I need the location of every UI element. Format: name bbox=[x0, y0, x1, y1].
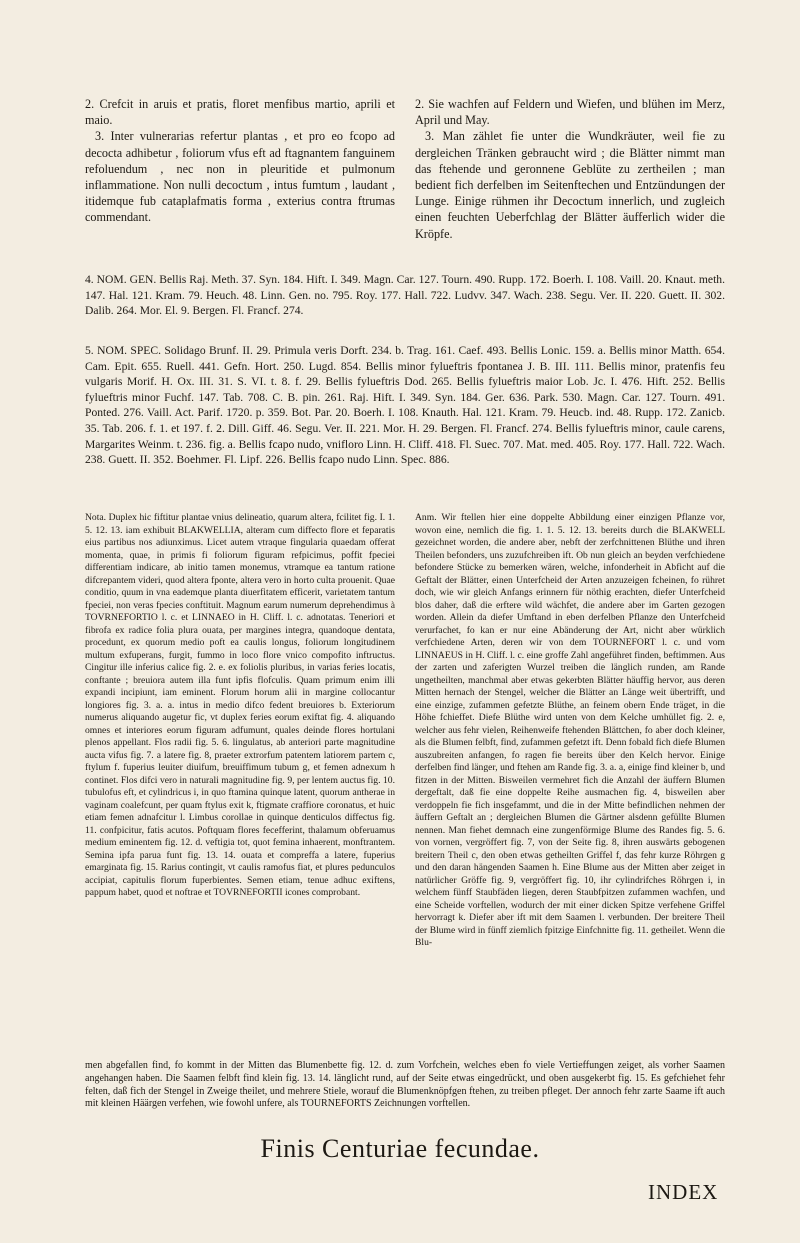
latin-note bbox=[85, 512, 395, 950]
german-paragraph-2: 2. Sie wachfen auf Feldern und Wiefen, und blühen im Merz, April und May. bbox=[415, 97, 725, 128]
german-note-continuation: men abgefallen find, fo kommt in der Mitten das Blumenbette fig. 12. d. zum Vorfchein, welches eben fo viele Vertieffungen zeiget, als vorher Saamen angehangen haben. Die Saamen felbft find klein fig. 13. 14. länglicht rund, auf der Seite etwas eingedrückt, und oben ausgekerbt fig. 15. Es gefchiehet fehr felten, daß fich der Stengel in Zweige theilet, und mehrere Stiele, worauf die Blumenknöpfgen ftehen, zu treiben pfleget. Der annoch fehr zarte Saame ift auch mit kleinen Häärgen verfehen, wie fowohl unfere, als TOURNEFORTS Zeichnungen vorftellen. bbox=[85, 1060, 725, 1110]
top-section bbox=[85, 96, 725, 242]
german-paragraph-3: 3. Man zählet fie unter die Wundkräuter, weil fie zu dergleichen Tränken gebraucht wird ; die Blätter nimmt man das ftehende und geronnene Geblüte zu zertheilen ; man bedient fich derfelben im Seitenftechen und Entzündungen der Lunge. Einige rühmen ihr Decoctum innerlich, und zugleich einen feuchten Ueberfchlag der Blätter äufferlich wider die Kröpfe. bbox=[415, 129, 725, 241]
latin-column-top bbox=[85, 96, 395, 242]
latin-paragraph-3: 3. Inter vulnerarias refertur plantas , et pro eo fcopo ad decocta adhibetur , foliorum vfus eft ad ftagnantem fanguinem refoluendum , nec non in pleuritide et pulmonum inflammatione. Non nulli decoctum , intus fumtum , laudant , itidemque fub cataplafmatis forma , exterius contra ftrumas commendant. bbox=[85, 129, 395, 225]
nom-gen-paragraph: 4. NOM. GEN. Bellis Raj. Meth. 37. Syn. 184. Hift. I. 349. Magn. Car. 127. Tourn. 490. Rupp. 172. Boerh. I. 108. Vaill. 20. Knaut. meth. 147. Hal. 121. Kram. 79. Heuch. 48. Linn. Gen. no. 795. Roy. 177. Hall. 722. Ludvv. 347. Wach. 238. Segu. Ver. II. 220. Guett. II. 302. Dalib. 264. Mor. El. 9. Bergen. Fl. Francf. 274. bbox=[85, 273, 725, 318]
german-note bbox=[415, 512, 725, 950]
german-note-text: Anm. Wir ftellen hier eine doppelte Abbildung einer einzigen Pflanze vor, wovon eine, nemlich die fig. 1. 1. 5. 12. 13. bereits durch die BLAKWELL gezeichnet worden, die andere aber, nebft der zerfchnittenen Blüthe und ihren Theilen befonders, uns zuzufchreiben ift. Ob nun gleich an beyden verfchiedene befondere Stücke zu bemerken wären, welche, infonderheit in Abficht auf die Geftalt der Blätter, einen Unterfcheid der Arten anzuzeigen fcheinen, fo rühret doch, wie wir gleich Anfangs erinnern für nöthig erachten, diefer Unterfcheid blos daher, daß die erftere wild wächfet, die andere aber im Garten gezogen worden. Allein da diefer Umftand in eben derfelben Pflanze den Unterfcheid verurfachet, fo kan er nur eine Abänderung der Art, nicht aber würklich verfchiedene Arten, deren wir von dem TOURNEFORT l. c. und vom LINNAEUS in H. Cliff. l. c. eine groffe Zahl angeführet finden, beftimmen. Aus der zarten und zaferigten Wurzel treiben die länglich runden, am Rande ungetheilten, manchmal aber etwas gekerbten Blätter häuffig hervor, aus deren Mitten hernach der Stengel, welcher die Blätter an Länge weit übertrifft, und eine einzige, zufammen gefetzte Blüthe, an feinem obern Ende träget, in die Höhe fchieffet. Diefe Blüthe wird unten von dem Kelche umhüllet fig. 2. e, welcher aus fehr vielen, Reihenweife ftehenden Blättchen, fo aber doch kleiner, als die Blumen felbft, find, zufammen gefetzt ift. Denn fobald fich diefe Blumen auszubreiten anfangen, fo ragen fie bereits über den Kelch hervor. Einige derfelben find länger, und ftehen am Rande fig. 3. a. a, einige find kleiner b, und fitzen in der Mitten. Bisweilen vermehret fich die Anzahl der äuffern Blumen dergeftalt, daß fie eine doppelte Reihe ausmachen fig. 4, bisweilen aber verdoppeln fie fich insgefammt, und die in der Mitte befindlichen nehmen der äuffern Geftalt an ; dergleichen Blumen die Gärtner alsdenn gefüllte Blumen nennen. Man fiehet demnach eine zungenförmige Blume des Randes fig. 5. 6. von vornen, vergröffert fig. 7, von der Seite fig. 8, ihren auswärts gebogenen breitern Theil c, den oben etwas getheilten Griffel f, das fehr kurze Röhrgen g und den daran hängenden Saamen h. Eine Blume aus der Mitten aber zeiget in natürlicher Gröffe fig. 9, vergröffert fig. 10, ihr cylindrifches Röhrgen i, in welchem fünff Staubfäden liegen, deren Staubfpitzen zufammen wachfen, und eine Scheide vorftellen, wodurch der mit einer dicken Spitze verfehene Griffel hervorragt k. Diefer aber ift mit dem Saamen l. verbunden. Der breitere Theil der Blume wird in fünff ziemlich fpitzige Einfchnitte fig. 11. getheilet. Wenn die Blu- bbox=[415, 512, 725, 948]
latin-paragraph-2: 2. Crefcit in aruis et pratis, floret menfibus martio, aprili et maio. bbox=[85, 97, 395, 128]
catchword-index: INDEX bbox=[648, 1180, 719, 1204]
latin-note-text: Nota. Duplex hic fiftitur plantae vnius delineatio, quarum altera, fcilitet fig. I. 1. 5. 12. 13. iam exhibuit BLAKWELLIA, alteram cum diffecto flore et feparatis eius partibus nos adiunximus. Licet autem vtraque fingularia quaedam offerat momenta, quae, in primis fi foliorum figuram refpicimus, poffit fpeciei differentiam indicare, ab initio tamen monemus, vtramque ea tantum ratione difcrepantem videri, quod altera fponte, altera vero in horto culta prouenit. Quae conditio, quum in vna eademque planta diuerfitatem efficerit, varietatem tantum fpeciei, non veras fpecies conftituit. Magnum earum numerum deprehendimus à TOVRNEFORTIO l. c. et LINNAEO in H. Cliff. l. c. adnotatas. Teneriori et fibrofa ex radice folia plura ouata, per margines integra, quandoque dentata, procedunt, ex quorum medio poft ea caulis longus, foliorum longitudinem multum exfuperans, furgit, fummo in loco flore vnico compofito inftructus. Cingitur ille inferius calice fig. 2. e. ex foliolis pluribus, in varias feries locatis, conftante ; breuiora autem illa funt ipfis flofculis. Quam primum enim illi expandi incipiunt, iam eminent. Florum horum alii in margine collocantur longiores fig. 3. a. a. intus in medio difco fedent breuiores b. Exteriorum numerus aliquando augetur fic, vt duplex feries eorum exiftat fig. 4. aliquando omnes et interiores eorum figuram adfumunt, quales deinde flores hortulani plenos appellant. Flos radii fig. 5. 6. lingulatus, ab anteriori parte magnitudine aucta vifus fig. 7. a latere fig. 8, praeter extrorfum patentem latiorem partem c, ftylum f. fuperius leuiter diuifum, breuiffimum tubum g, et femen adnexum h continet. Flos difci vero in naturali magnitudine fig. 9, per lentem auctus fig. 10. tubulofus eft, et cylindricus i, in quo ftamina quinque latent, quorum antherae in vaginam coalefcunt, per quam ftylus exit k, ftigmate craffiore coronatus, et huic etiam femen adnafcitur l. Limbus corollae in quinque denticulos diffectus fig. 11. confpicitur, fatis acutos. Poftquam flores fecefferint, thalamum obferuamus medium eminentem fig. 12. d. veftigia tot, quot femina inhaerent, monftrantem. Semina ipfa parua funt fig. 13. 14. ouata et compreffa a latere, fuperius emarginata fig. 15. Rarius contingit, vt caulis ramofus fiat, et plures pedunculos accipiat, capitulis florum fuperbientes. Semen etiam, tenue adhuc exiftens, pappum habet, quod et noftrae et TOVRNEFORTII icones comprobant. bbox=[85, 512, 395, 898]
german-column-top bbox=[415, 96, 725, 242]
notes-section bbox=[85, 512, 725, 950]
nom-spec-paragraph: 5. NOM. SPEC. Solidago Brunf. II. 29. Primula veris Dorft. 234. b. Trag. 161. Caef. 493. Bellis Lonic. 159. a. Bellis minor Matth. 654. Cam. Epit. 655. Ruell. 441. Gefn. Hort. 250. Lugd. 854. Bellis minor fylueftris fpontanea J. B. III. 111. Bellis minor, pratenfis feu vulgaris Morif. H. Ox. III. 31. S. VI. t. 8. f. 29. Bellis fylueftris Dod. 265. Bellis fylueftris maior Lob. Jc. I. 476. Hift. 252. Bellis fylueftris minor Fuchf. 147. Tab. 708. C. B. pin. 261. Raj. Hift. I. 349. Syn. 184. Ger. 636. Park. 530. Magn. Car. 127. Tourn. 491. Ponted. 276. Vaill. Act. Parif. 1720. p. 359. Bot. Par. 20. Boerh. I. 108. Knauth. Hal. 121. Kram. 79. Heucb. ind. 48. Rupp. 172. Zanicb. 35. Tab. 206. f. 1. et 197. f. 2. Dill. Giff. 46. Segu. Ver. II. 221. Mor. H. 29. Bergen. Fl. Francf. 274. Bellis fylueftris minor, caule carens, Margarites Weinm. t. 236. fig. a. Bellis fcapo nudo, vnifloro Linn. H. Cliff. 418. Fl. Suec. 707. Mat. med. 405. Roy. 177. Hall. 722. Wach. 238. Guett. II. 352. Boehmer. Fl. Lipf. 226. Bellis fcapo nudo Linn. Spec. 886. bbox=[85, 344, 725, 467]
finis-heading: Finis Centuriae fecundae. bbox=[260, 1134, 540, 1163]
